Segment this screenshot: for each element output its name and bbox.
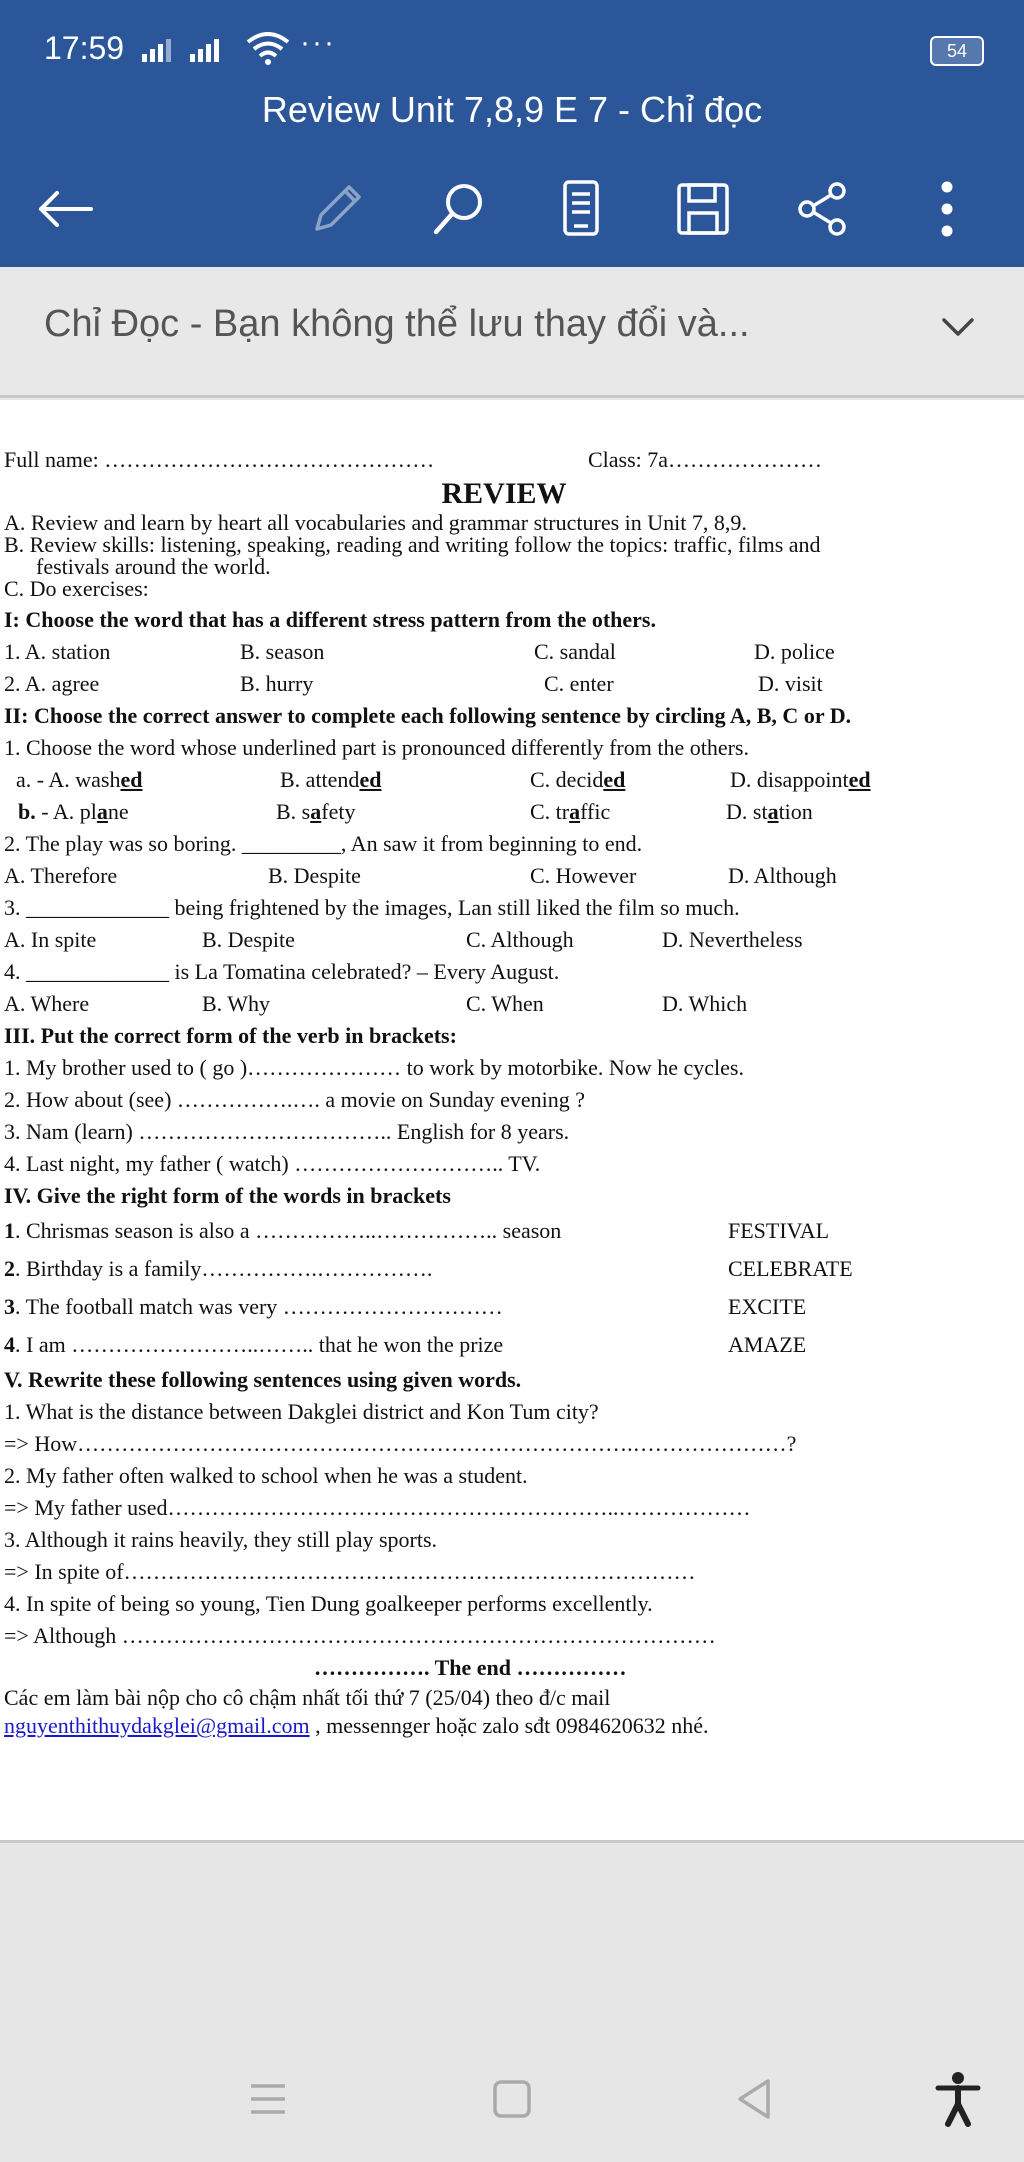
question-4: 4. _____________ is La Tomatina celebrated? – Every August. bbox=[4, 959, 560, 984]
verb-item: 2. How about (see) …………….…. a movie on Sunday evening ? bbox=[4, 1087, 586, 1112]
contact-text: , messennger hoặc zalo sđt 0984620632 nhé. bbox=[309, 1713, 709, 1738]
word-form-item: 1. Chrismas season is also a ……………..…………….. season FESTIVAL bbox=[4, 1218, 830, 1243]
home-square-icon bbox=[492, 2079, 532, 2119]
option: C. enter bbox=[544, 671, 614, 696]
option: 2. A. agree bbox=[4, 671, 100, 696]
more-options-button[interactable] bbox=[912, 174, 982, 244]
pronunciation-row-a: a. - A. washed B. attended C. decided D. disappointed bbox=[16, 767, 871, 792]
option: B. season bbox=[240, 639, 325, 664]
rewrite-answer: => In spite of…………………………………………………………………… bbox=[4, 1559, 696, 1584]
option: 1. A. station bbox=[4, 639, 111, 664]
instruction-c: C. Do exercises: bbox=[4, 576, 149, 601]
status-time: 17:59 bbox=[44, 30, 125, 66]
section-4-heading: IV. Give the right form of the words in brackets bbox=[4, 1183, 451, 1208]
share-icon bbox=[795, 181, 851, 237]
save-button[interactable] bbox=[668, 174, 738, 244]
search-icon bbox=[430, 180, 488, 238]
recent-apps-button[interactable] bbox=[228, 2066, 308, 2132]
rewrite-answer: => Although ……………………………………………………………………… bbox=[4, 1623, 716, 1648]
question-row: A. Where B. Why C. When D. Which bbox=[4, 991, 748, 1016]
section-5-heading: V. Rewrite these following sentences using given words. bbox=[4, 1367, 522, 1392]
verb-item: 4. Last night, my father ( watch) ……………………….. TV. bbox=[4, 1151, 541, 1176]
document-page[interactable] bbox=[0, 400, 1024, 1843]
section-2-heading: II: Choose the correct answer to complete each following sentence by circling A, B, C or D. bbox=[4, 703, 852, 728]
mobile-view-icon bbox=[561, 179, 601, 239]
question-3: 3. _____________ being frightened by the images, Lan still liked the film so much. bbox=[4, 895, 740, 920]
arrow-left-icon bbox=[35, 189, 95, 229]
option: D. police bbox=[754, 639, 835, 664]
question-row: A. In spite B. Despite C. Although D. Nevertheless bbox=[4, 927, 803, 952]
question-row: A. Therefore B. Despite C. However D. Although bbox=[4, 863, 837, 888]
back-triangle-icon bbox=[734, 2077, 774, 2121]
full-name-field: Full name: ……………………………………… bbox=[4, 447, 435, 472]
option: B. hurry bbox=[240, 671, 314, 696]
rewrite-item: 4. In spite of being so young, Tien Dung goalkeeper performs excellently. bbox=[4, 1591, 653, 1616]
accessibility-button[interactable] bbox=[918, 2066, 998, 2132]
chevron-down-icon[interactable] bbox=[940, 315, 976, 339]
question-row bbox=[4, 668, 1004, 700]
menu-icon bbox=[248, 2081, 288, 2117]
class-field: Class: 7a………………… bbox=[588, 447, 823, 472]
document-body bbox=[4, 444, 1004, 1740]
read-only-message: Chỉ Đọc - Bạn không thể lưu thay đổi và... bbox=[44, 303, 750, 345]
verb-item: 1. My brother used to ( go )………………… to work by motorbike. Now he cycles. bbox=[4, 1055, 744, 1080]
rewrite-item: 2. My father often walked to school when he was a student. bbox=[4, 1463, 528, 1488]
back-button[interactable] bbox=[30, 174, 100, 244]
battery-level: 54 bbox=[946, 41, 968, 61]
more-vertical-icon bbox=[937, 179, 957, 239]
email-link[interactable]: nguyenthithuydakglei@gmail.com bbox=[4, 1713, 310, 1738]
home-button[interactable] bbox=[472, 2066, 552, 2132]
pronunciation-instruction: 1. Choose the word whose underlined part is pronounced differently from the others. bbox=[4, 735, 749, 760]
share-button[interactable] bbox=[788, 174, 858, 244]
document-title-text: Review Unit 7,8,9 E 7 - Chỉ đọc bbox=[261, 89, 763, 130]
reading-view-button[interactable] bbox=[546, 174, 616, 244]
battery-icon bbox=[930, 36, 984, 66]
word-form-item: 2. Birthday is a family…………….……………. CELEBRATE bbox=[4, 1256, 853, 1281]
rewrite-item: 3. Although it rains heavily, they still play sports. bbox=[4, 1527, 438, 1552]
document-title bbox=[0, 80, 1024, 140]
save-icon bbox=[675, 181, 731, 237]
header-line bbox=[4, 444, 1004, 476]
contact-line bbox=[4, 1712, 1004, 1740]
question-row bbox=[4, 636, 1004, 668]
pronunciation-row-b: b. - A. plane B. safety C. traffic D. station bbox=[18, 799, 813, 824]
section-1-heading: I: Choose the word that has a different stress pattern from the others. bbox=[4, 607, 656, 632]
option: C. sandal bbox=[534, 639, 616, 664]
wifi-icon bbox=[246, 32, 290, 66]
review-heading: REVIEW bbox=[441, 477, 567, 510]
question-2: 2. The play was so boring. _________, An saw it from beginning to end. bbox=[4, 831, 643, 856]
signal-icon bbox=[140, 38, 236, 62]
verb-item: 3. Nam (learn) …………………………….. English for 8 years. bbox=[4, 1119, 570, 1144]
toolbar bbox=[0, 140, 1024, 267]
the-end-line: ……………. The end …………… bbox=[314, 1655, 627, 1680]
instruction-b: B. Review skills: listening, speaking, reading and writing follow the topics: traffic, films and bbox=[4, 532, 821, 557]
submission-note: Các em làm bài nộp cho cô chậm nhất tối thứ 7 (25/04) theo đ/c mail bbox=[4, 1685, 611, 1710]
rewrite-answer: => How………………………………………………………………….…………………? bbox=[4, 1431, 797, 1456]
android-nav-bar bbox=[0, 2036, 1024, 2162]
search-button[interactable] bbox=[424, 174, 494, 244]
instruction-b-cont: festivals around the world. bbox=[36, 554, 271, 579]
more-notifications-icon: ··· bbox=[300, 26, 336, 59]
rewrite-answer: => My father used……………………………………………………..……………… bbox=[4, 1495, 751, 1520]
option: D. visit bbox=[758, 671, 823, 696]
edit-button[interactable] bbox=[302, 174, 372, 244]
word-form-item: 3. The football match was very ………………………… EXCITE bbox=[4, 1294, 807, 1319]
section-3-heading: III. Put the correct form of the verb in brackets: bbox=[4, 1023, 457, 1048]
word-form-item: 4. I am ……………………..…….. that he won the prize AMAZE bbox=[4, 1332, 807, 1357]
accessibility-icon bbox=[934, 2071, 982, 2127]
back-nav-button[interactable] bbox=[714, 2066, 794, 2132]
instruction-a: A. Review and learn by heart all vocabularies and grammar structures in Unit 7, 8,9. bbox=[4, 510, 747, 535]
read-only-banner[interactable] bbox=[0, 267, 1024, 398]
pencil-icon bbox=[309, 181, 365, 237]
rewrite-item: 1. What is the distance between Dakglei district and Kon Tum city? bbox=[4, 1399, 599, 1424]
